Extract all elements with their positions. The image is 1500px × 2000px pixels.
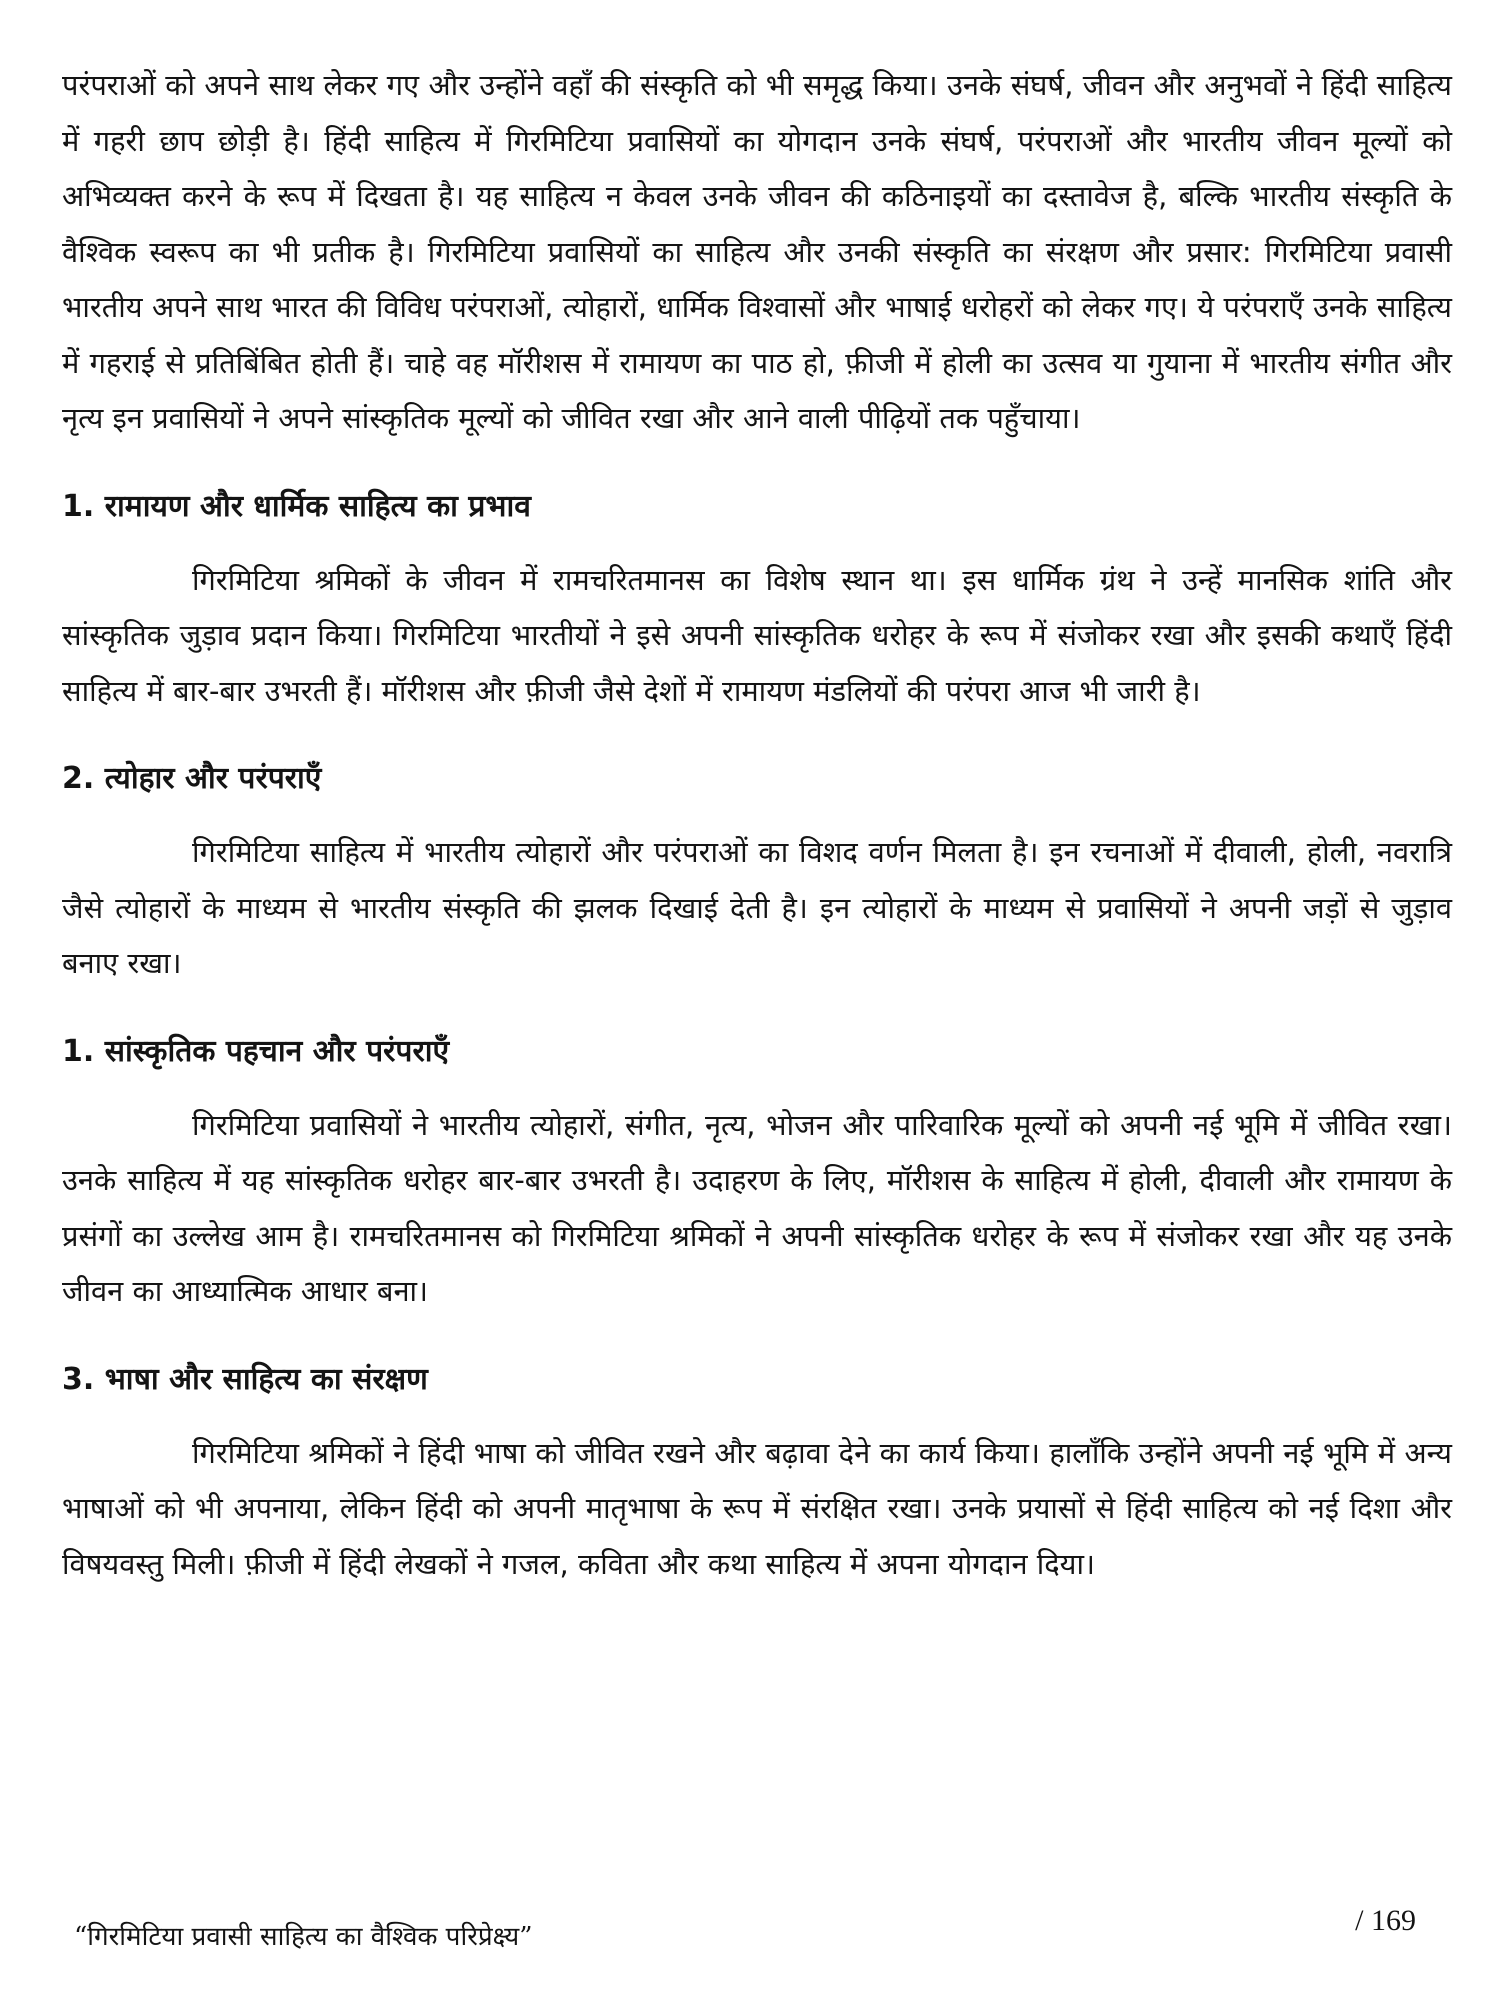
- section-heading: 2. त्योहार और परंपराएँ: [62, 761, 322, 796]
- intro-paragraph: परंपराओं को अपने साथ लेकर गए और उन्होंने वहाँ की संस्कृति को भी समृद्ध किया। उनके संघर्ष, जीवन और अनुभवों ने हिंदी साहित्य में गहरी छाप छोड़ी है। हिंदी साहित्य में गिरमिटिया प्रवासियों का योगदान उनके संघर्ष, परंपराओं और भारतीय जीवन मूल्यों को अभिव्यक्त करने के रूप में दिखता है। यह साहित्य न केवल उनके जीवन की कठिनाइयों का दस्तावेज है, बल्कि भारतीय संस्कृति के वैश्विक स्वरूप का भी प्रतीक है। गिरमिटिया प्रवासियों का साहित्य और उनकी संस्कृति का संरक्षण और प्रसार: गिरमिटिया प्रवासी भारतीय अपने साथ भारत की विविध परंपराओं, त्योहारों, धार्मिक विश्वासों और भाषाई धरोहरों को लेकर गए। ये परंपराएँ उनके साहित्य में गहराई से प्रतिबिंबित होती हैं। चाहे वह मॉरीशस में रामायण का पाठ हो, फ़ीजी में होली का उत्सव या गुयाना में भारतीय संगीत और नृत्य इन प्रवासियों ने अपने सांस्कृतिक मूल्यों को जीवित रखा और आने वाली पीढ़ियों तक पहुँचाया।: [62, 68, 1452, 435]
- section-paragraph: गिरमिटिया श्रमिकों के जीवन में रामचरितमानस का विशेष स्थान था। इस धार्मिक ग्रंथ ने उन्हें मानसिक शांति और सांस्कृतिक जुड़ाव प्रदान किया। गिरमिटिया भारतीयों ने इसे अपनी सांस्कृतिक धरोहर के रूप में संजोकर रखा और इसकी कथाएँ हिंदी साहित्य में बार-बार उभरती हैं। मॉरीशस और फ़ीजी जैसे देशों में रामायण मंडलियों की परंपरा आज भी जारी है।: [62, 562, 1452, 708]
- section-paragraph: गिरमिटिया प्रवासियों ने भारतीय त्योहारों, संगीत, नृत्य, भोजन और पारिवारिक मूल्यों को अपनी नई भूमि में जीवित रखा। उनके साहित्य में यह सांस्कृतिक धरोहर बार-बार उभरती है। उदाहरण के लिए, मॉरीशस के साहित्य में होली, दीवाली और रामायण के प्रसंगों का उल्लेख आम है। रामचरितमानस को गिरमिटिया श्रमिकों ने अपनी सांस्कृतिक धरोहर के रूप में संजोकर रखा और यह उनके जीवन का आध्यात्मिक आधार बना।: [62, 1107, 1452, 1308]
- document-page: [62, 58, 1452, 1592]
- section-heading: 1. सांस्कृतिक पहचान और परंपराएँ: [62, 1033, 450, 1069]
- section-paragraph: गिरमिटिया साहित्य में भारतीय त्योहारों और परंपराओं का विशद वर्णन मिलता है। इन रचनाओं में दीवाली, होली, नवरात्रि जैसे त्योहारों के माध्यम से भारतीय संस्कृति की झलक दिखाई देती है। इन त्योहारों के माध्यम से प्रवासियों ने अपनी जड़ों से जुड़ाव बनाए रखा।: [62, 835, 1452, 980]
- section-cultural-identity: [62, 1030, 1452, 1320]
- section-ramayana: [62, 485, 1452, 720]
- page-number: / 169: [1355, 1904, 1416, 1937]
- section-language-literature: [62, 1358, 1452, 1593]
- footer-title: “गिरमिटिया प्रवासी साहित्य का वैश्विक परिप्रेक्ष्य”: [74, 1922, 533, 1952]
- section-festivals: [62, 757, 1452, 992]
- section-paragraph: गिरमिटिया श्रमिकों ने हिंदी भाषा को जीवित रखने और बढ़ावा देने का कार्य किया। हालाँकि उन्होंने अपनी नई भूमि में अन्य भाषाओं को भी अपनाया, लेकिन हिंदी को अपनी मातृभाषा के रूप में संरक्षित रखा। उनके प्रयासों से हिंदी साहित्य को नई दिशा और विषयवस्तु मिली। फ़ीजी में हिंदी लेखकों ने गजल, कविता और कथा साहित्य में अपना योगदान दिया।: [62, 1435, 1452, 1581]
- section-heading: 3. भाषा और साहित्य का संरक्षण: [62, 1361, 428, 1397]
- section-heading: 1. रामायण और धार्मिक साहित्य का प्रभाव: [62, 488, 531, 524]
